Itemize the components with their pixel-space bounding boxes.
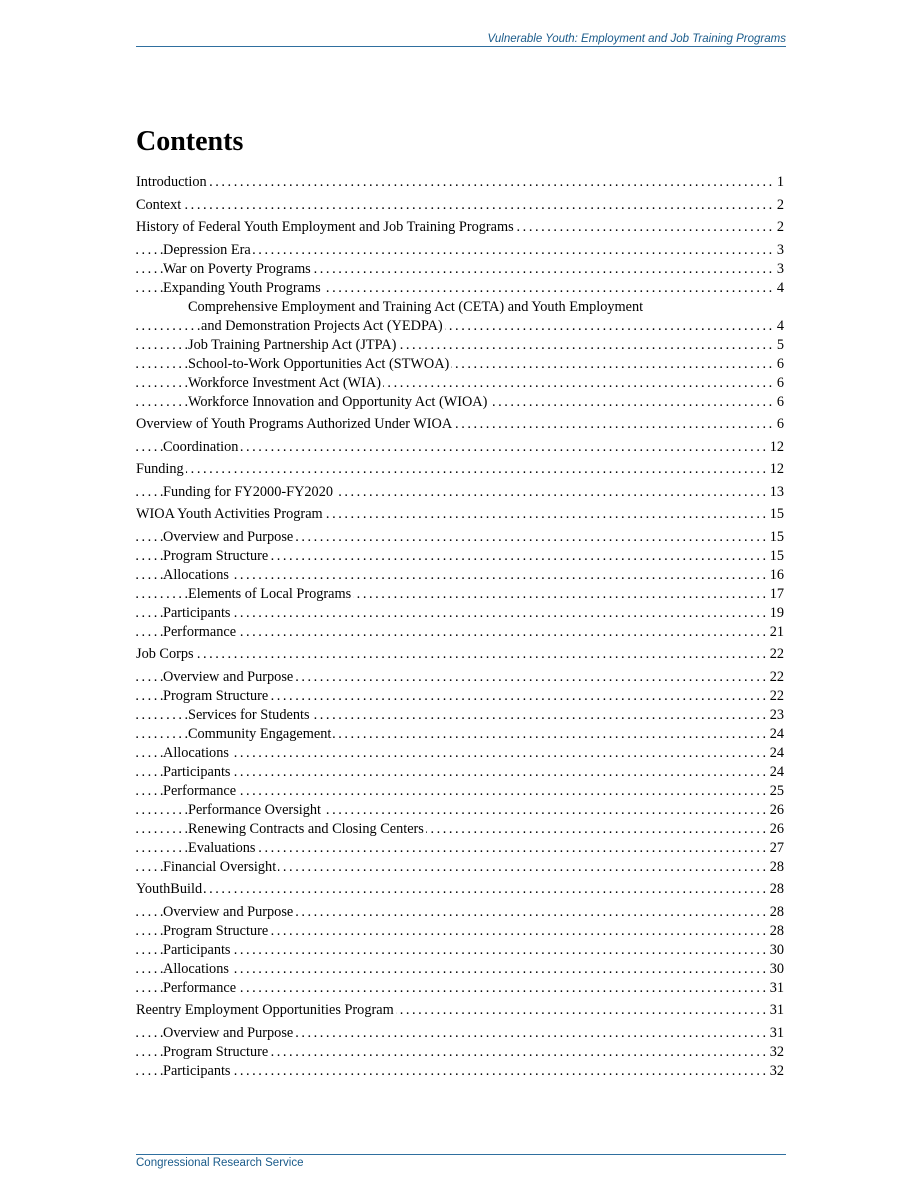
toc-entry-job-corps[interactable]: [136, 645, 784, 664]
toc-entry-title: Program Structure: [163, 1043, 269, 1060]
toc-entry-title: Performance: [163, 623, 237, 640]
toc-entry-page-number: 6: [776, 374, 784, 391]
toc-entry-page-number: 22: [769, 668, 784, 685]
toc-entry-title: History of Federal Youth Employment and Job Training Programs: [136, 219, 514, 235]
toc-entry-page-number: 24: [769, 744, 784, 761]
toc-entry-page-number: 30: [769, 960, 784, 977]
toc-entry-school-to-work-opportunities-act-stwoa[interactable]: [136, 355, 784, 374]
footer-rule: [136, 1154, 786, 1155]
toc-entry-allocations[interactable]: [136, 566, 784, 585]
toc-entry-title: Elements of Local Programs: [188, 585, 352, 602]
toc-entry-title: Performance Oversight: [188, 801, 321, 818]
toc-entry-page-number: 2: [776, 196, 784, 213]
toc-entry-allocations[interactable]: [136, 744, 784, 763]
toc-entry-title: Overview of Youth Programs Authorized Under WIOA: [136, 416, 453, 432]
toc-entry-title-continuation: and Demonstration Projects Act (YEDPA): [201, 317, 443, 334]
toc-entry-page-number: 28: [769, 903, 784, 920]
toc-entry-page-number: 25: [769, 782, 784, 799]
toc-entry-elements-of-local-programs[interactable]: [136, 585, 784, 604]
toc-entry-title: Expanding Youth Programs: [163, 279, 321, 296]
toc-entry-title: Overview and Purpose: [163, 528, 294, 545]
toc-entry-title: Workforce Innovation and Opportunity Act (WIOA): [188, 393, 488, 410]
toc-entry-page-number: 16: [769, 566, 784, 583]
toc-entry-overview-of-youth-programs-authorized-under-wioa[interactable]: [136, 415, 784, 434]
toc-entry-page-number: 23: [769, 706, 784, 723]
toc-entry-participants[interactable]: [136, 763, 784, 782]
toc-entry-title: Participants: [163, 1062, 231, 1079]
toc-entry-page-number: 3: [776, 260, 784, 277]
running-header: Vulnerable Youth: Employment and Job Training Programs: [487, 33, 786, 45]
toc-entry-funding[interactable]: [136, 460, 784, 479]
toc-entry-title: Program Structure: [163, 547, 269, 564]
toc-entry-title: Services for Students: [188, 706, 310, 723]
toc-entry-page-number: 4: [776, 279, 784, 296]
toc-entry-title: Reentry Employment Opportunities Program: [136, 1002, 394, 1018]
toc-entry-page-number: 1: [776, 174, 784, 190]
toc-entry-title: YouthBuild: [136, 881, 203, 897]
toc-entry-overview-and-purpose[interactable]: [136, 1024, 784, 1043]
toc-entry-title: Comprehensive Employment and Training Act (CETA) and Youth Employment: [188, 298, 644, 315]
toc-entry-page-number: 31: [769, 1024, 784, 1041]
toc-entry-title: Funding: [136, 461, 184, 477]
footer-source: Congressional Research Service: [136, 1157, 304, 1169]
toc-entry-funding-for-fy2000-fy2020[interactable]: [136, 483, 784, 502]
toc-entry-program-structure[interactable]: [136, 922, 784, 941]
toc-entry-page-number: 2: [776, 219, 784, 235]
toc-entry-participants[interactable]: [136, 1062, 784, 1081]
toc-entry-title: Depression Era: [163, 241, 251, 258]
toc-entry-workforce-investment-act-wia[interactable]: [136, 374, 784, 393]
toc-entry-evaluations[interactable]: [136, 839, 784, 858]
toc-entry-page-number: 32: [769, 1062, 784, 1079]
page-title: Contents: [136, 126, 244, 157]
toc-entry-overview-and-purpose[interactable]: [136, 528, 784, 547]
toc-entry-page-number: 6: [776, 355, 784, 372]
toc-entry-page-number: 5: [776, 336, 784, 353]
toc-entry-title: Job Corps: [136, 646, 194, 662]
toc-entry-title: Allocations: [163, 960, 229, 977]
toc-entry-title: Allocations: [163, 744, 229, 761]
toc-entry-page-number: 17: [769, 585, 784, 602]
toc-entry-title: Performance: [163, 782, 237, 799]
toc-entry-page-number: 15: [769, 528, 784, 545]
toc-entry-youthbuild[interactable]: [136, 880, 784, 899]
toc-entry-title: Program Structure: [163, 922, 269, 939]
toc-entry-title: Renewing Contracts and Closing Centers: [188, 820, 424, 837]
toc-entry-page-number: 28: [769, 858, 784, 875]
toc-entry-community-engagement[interactable]: [136, 725, 784, 744]
toc-entry-page-number: 12: [769, 438, 784, 455]
toc-entry-expanding-youth-programs[interactable]: [136, 279, 784, 298]
toc-entry-title: Workforce Investment Act (WIA): [188, 374, 381, 391]
toc-entry-title: Funding for FY2000-FY2020: [163, 483, 333, 500]
toc-entry-title: Overview and Purpose: [163, 903, 294, 920]
toc-entry-performance[interactable]: [136, 782, 784, 801]
toc-entry-program-structure[interactable]: [136, 687, 784, 706]
toc-entry-title: Evaluations: [188, 839, 256, 856]
toc-entry-page-number: 12: [769, 461, 784, 477]
toc-entry-page-number: 6: [776, 393, 784, 410]
toc-entry-title: Participants: [163, 763, 231, 780]
toc-entry-performance[interactable]: [136, 623, 784, 642]
toc-entry-renewing-contracts-and-closing-centers[interactable]: [136, 820, 784, 839]
toc-entry-title: Introduction: [136, 174, 207, 190]
toc-entry-page-number: 4: [776, 317, 784, 334]
toc-entry-continuation[interactable]: [136, 317, 784, 336]
toc-entry-participants[interactable]: [136, 604, 784, 623]
toc-entry-performance[interactable]: [136, 979, 784, 998]
header-rule: [136, 46, 786, 47]
toc-entry-page-number: 28: [769, 881, 784, 897]
toc-entry-title: Overview and Purpose: [163, 1024, 294, 1041]
toc-entry-context[interactable]: [136, 196, 784, 215]
toc-entry-page-number: 32: [769, 1043, 784, 1060]
toc-entry-allocations[interactable]: [136, 960, 784, 979]
toc-entry-page-number: 24: [769, 725, 784, 742]
toc-entry-title: Participants: [163, 941, 231, 958]
toc-entry-program-structure[interactable]: [136, 547, 784, 566]
toc-entry-comprehensive-employment-and-training-act-ceta-and-youth-employment[interactable]: [136, 298, 784, 317]
toc-entry-overview-and-purpose[interactable]: [136, 668, 784, 687]
toc-entry-page-number: 30: [769, 941, 784, 958]
toc-entry-title: Coordination: [163, 438, 239, 455]
toc-entry-page-number: 15: [769, 506, 784, 522]
toc-entry-title: Context: [136, 196, 182, 213]
toc-entry-wioa-youth-activities-program[interactable]: [136, 505, 784, 524]
toc-entry-introduction[interactable]: [136, 173, 784, 192]
toc-entry-page-number: 27: [769, 839, 784, 856]
toc-entry-overview-and-purpose[interactable]: [136, 903, 784, 922]
toc-entry-page-number: 22: [769, 646, 784, 662]
toc-entry-page-number: 26: [769, 820, 784, 837]
toc-entry-title: Job Training Partnership Act (JTPA): [188, 336, 397, 353]
toc-entry-title: Performance: [163, 979, 237, 996]
toc-entry-title: Program Structure: [163, 687, 269, 704]
toc-entry-program-structure[interactable]: [136, 1043, 784, 1062]
toc-entry-title: Community Engagement: [188, 725, 332, 742]
toc-entry-history-of-federal-youth-employment-and-job-training-programs[interactable]: [136, 218, 784, 237]
toc-entry-page-number: 26: [769, 801, 784, 818]
toc-entry-title: Participants: [163, 604, 231, 621]
toc-entry-page-number: 24: [769, 763, 784, 780]
toc-entry-workforce-innovation-and-opportunity-act-wioa[interactable]: [136, 393, 784, 412]
toc-entry-title: Overview and Purpose: [163, 668, 294, 685]
toc-entry-page-number: 28: [769, 922, 784, 939]
toc-entry-page-number: 31: [769, 979, 784, 996]
toc-entry-job-training-partnership-act-jtpa[interactable]: [136, 336, 784, 355]
toc-entry-financial-oversight[interactable]: [136, 858, 784, 877]
toc-entry-title: War on Poverty Programs: [163, 260, 311, 277]
table-of-contents: [136, 173, 784, 1081]
toc-entry-page-number: 22: [769, 687, 784, 704]
toc-entry-page-number: 15: [769, 547, 784, 564]
toc-entry-page-number: 31: [769, 1002, 784, 1018]
toc-entry-performance-oversight[interactable]: [136, 801, 784, 820]
toc-entry-page-number: 19: [769, 604, 784, 621]
toc-entry-war-on-poverty-programs[interactable]: [136, 260, 784, 279]
toc-entry-page-number: 13: [769, 483, 784, 500]
toc-entry-participants[interactable]: [136, 941, 784, 960]
toc-entry-title: WIOA Youth Activities Program: [136, 506, 323, 522]
toc-entry-page-number: 6: [776, 416, 784, 432]
toc-entry-coordination[interactable]: [136, 438, 784, 457]
toc-entry-depression-era[interactable]: [136, 241, 784, 260]
toc-entry-title: Allocations: [163, 566, 229, 583]
toc-entry-page-number: 3: [776, 241, 784, 258]
toc-entry-page-number: 21: [769, 623, 784, 640]
toc-entry-title: Financial Oversight: [163, 858, 277, 875]
toc-entry-services-for-students[interactable]: [136, 706, 784, 725]
toc-entry-reentry-employment-opportunities-program[interactable]: [136, 1001, 784, 1020]
toc-entry-title: School-to-Work Opportunities Act (STWOA): [188, 355, 450, 372]
